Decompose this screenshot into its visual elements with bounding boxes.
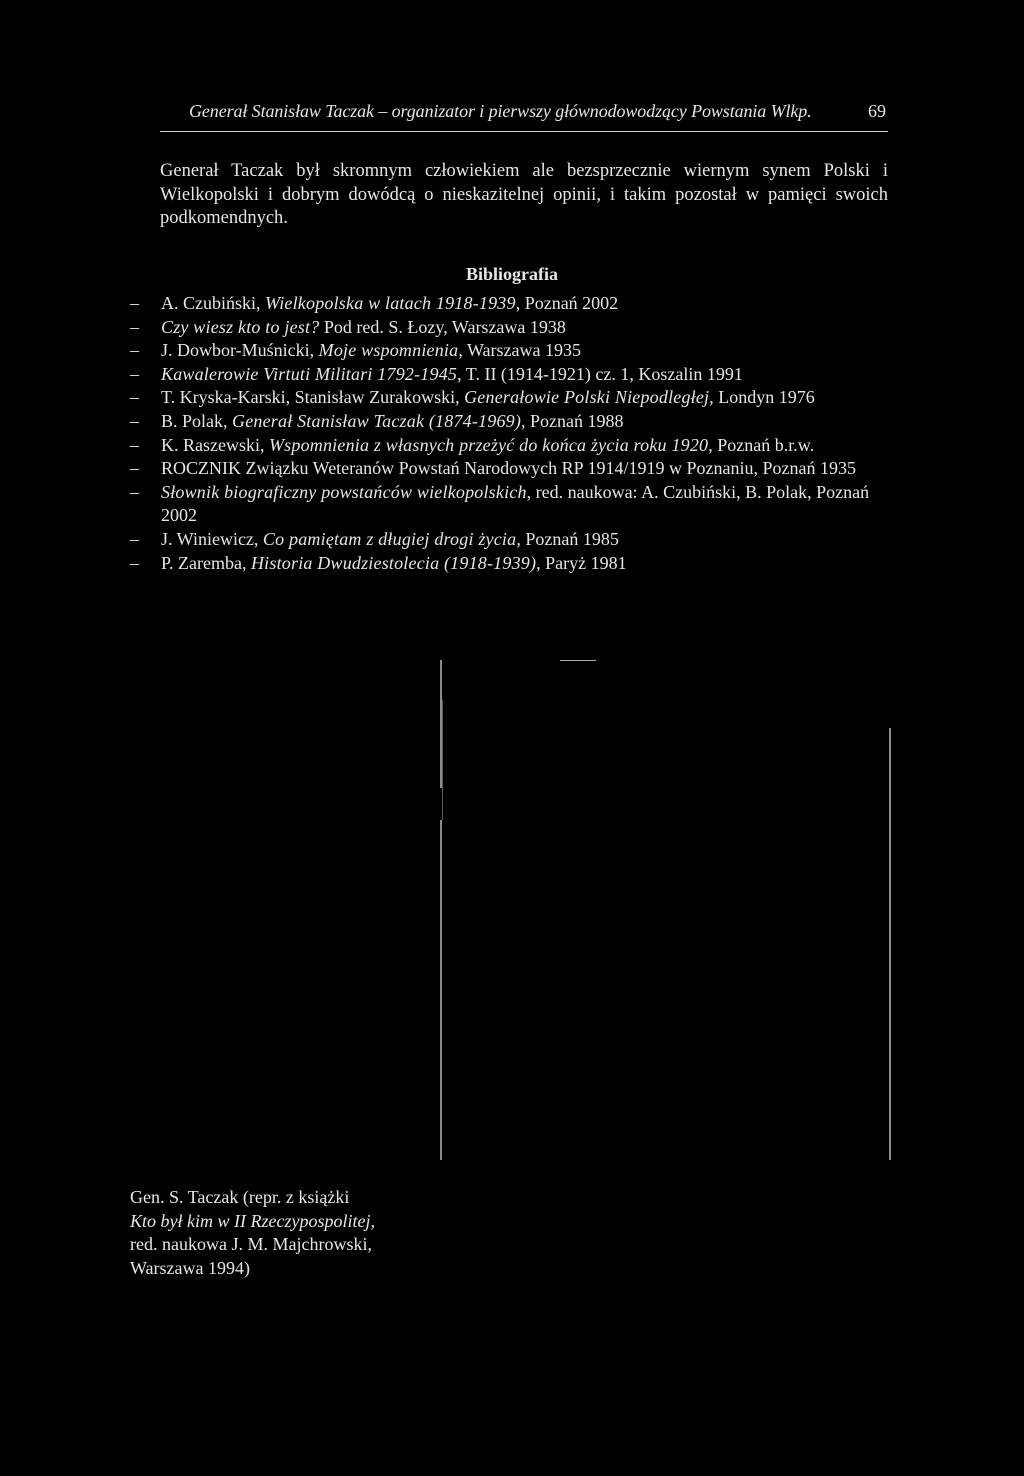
entry-publication: , T. II (1914-1921) cz. 1, Koszalin 1991 <box>457 363 743 384</box>
caption-line: Warszawa 1994) <box>130 1257 250 1278</box>
entry-author: ROCZNIK Związku Weteranów Powstań Narodowych RP 1914/1919 w Poznaniu, Poznań 1935 <box>161 458 856 479</box>
bibliography-entry <box>130 363 896 387</box>
bibliography-entry <box>130 339 896 363</box>
entry-dash: – <box>130 481 139 502</box>
bibliography-entry <box>130 552 896 576</box>
entry-dash: – <box>130 434 139 455</box>
bibliography-entry <box>130 292 896 316</box>
entry-publication: Pod red. S. Łozy, Warszawa 1938 <box>319 316 566 337</box>
entry-title: Wielkopolska w latach 1918-1939 <box>265 293 516 313</box>
bibliography-entry <box>130 457 896 481</box>
entry-author: K. Raszewski, <box>161 434 269 455</box>
entry-dash: – <box>130 340 139 361</box>
entry-dash: – <box>130 458 139 479</box>
entry-title: Słownik biograficzny powstańców wielkopolskich <box>161 481 527 502</box>
entry-dash: – <box>130 410 139 431</box>
entry-publication: , Paryż 1981 <box>536 552 627 573</box>
caption-book-title: Kto był kim w II Rzeczypospolitej, <box>130 1210 375 1231</box>
caption-line: red. naukowa J. M. Majchrowski, <box>130 1234 372 1255</box>
entry-publication: , Poznań 2002 <box>515 293 619 313</box>
entry-publication: , Londyn 1976 <box>709 387 815 408</box>
header-rule <box>160 131 888 132</box>
entry-title: Czy wiesz kto to jest? <box>161 316 320 337</box>
entry-author: J. Dowbor-Muśnicki, <box>161 340 319 361</box>
entry-title: Generałowie Polski Niepodległej <box>464 387 710 408</box>
entry-author: J. Winiewicz, <box>161 528 263 549</box>
entry-dash: – <box>130 528 139 549</box>
entry-dash: – <box>130 293 139 313</box>
entry-dash: – <box>130 363 139 384</box>
entry-title: Historia Dwudziestolecia (1918-1939) <box>250 552 537 573</box>
bibliography-heading: Bibliografia <box>465 264 558 284</box>
caption-line: Gen. S. Taczak (repr. z książki <box>130 1187 350 1207</box>
entry-publication: , Poznań 1985 <box>516 528 619 549</box>
entry-dash: – <box>130 387 139 408</box>
entry-author: P. Zaremba, <box>161 552 251 573</box>
entry-dash: – <box>130 316 139 337</box>
entry-title: Wspomnienia z własnych przeżyć do końca życia roku 1920 <box>268 434 709 455</box>
entry-author: A. Czubiński, <box>161 293 266 313</box>
entry-author: B. Polak, <box>161 410 233 431</box>
running-title: Generał Stanisław Taczak – organizator i pierwszy głównodowodzący Powstania Wlkp. <box>189 101 812 121</box>
entry-publication: , Warszawa 1935 <box>458 340 582 361</box>
entry-publication: , Poznań 1988 <box>521 410 624 431</box>
photo-placeholder <box>440 660 892 1160</box>
bibliography-list <box>130 292 896 575</box>
bibliography-entry <box>130 434 896 458</box>
intro-paragraph: Generał Taczak był skromnym człowiekiem ale bezsprzecznie wiernym synem Polski i Wielkopolski i dobrym dowódcą o nieskazitelnej opinii, i takim pozostał w pamięci swoich podkomendnych. <box>160 161 888 228</box>
bibliography-entry <box>130 316 896 340</box>
entry-title: Moje wspomnienia <box>318 340 459 361</box>
entry-title: Generał Stanisław Taczak (1874-1969) <box>232 410 522 431</box>
bibliography-entry <box>130 386 896 410</box>
bibliography-entry <box>130 410 896 434</box>
entry-publication: , red. naukowa: A. Czubiński, B. Polak, Poznań 2002 <box>161 481 870 526</box>
entry-title: Co pamiętam z długiej drogi życia <box>262 528 517 549</box>
page-number: 69 <box>868 101 886 121</box>
entry-title: Kawalerowie Virtuti Militari 1792-1945 <box>161 363 458 384</box>
bibliography-entry <box>130 528 896 552</box>
entry-dash: – <box>130 552 139 573</box>
entry-author: T. Kryska-Karski, Stanisław Zurakowski, <box>161 387 465 408</box>
entry-publication: , Poznań b.r.w. <box>708 434 815 455</box>
photo-caption <box>130 1186 430 1280</box>
bibliography-entry <box>130 481 896 528</box>
